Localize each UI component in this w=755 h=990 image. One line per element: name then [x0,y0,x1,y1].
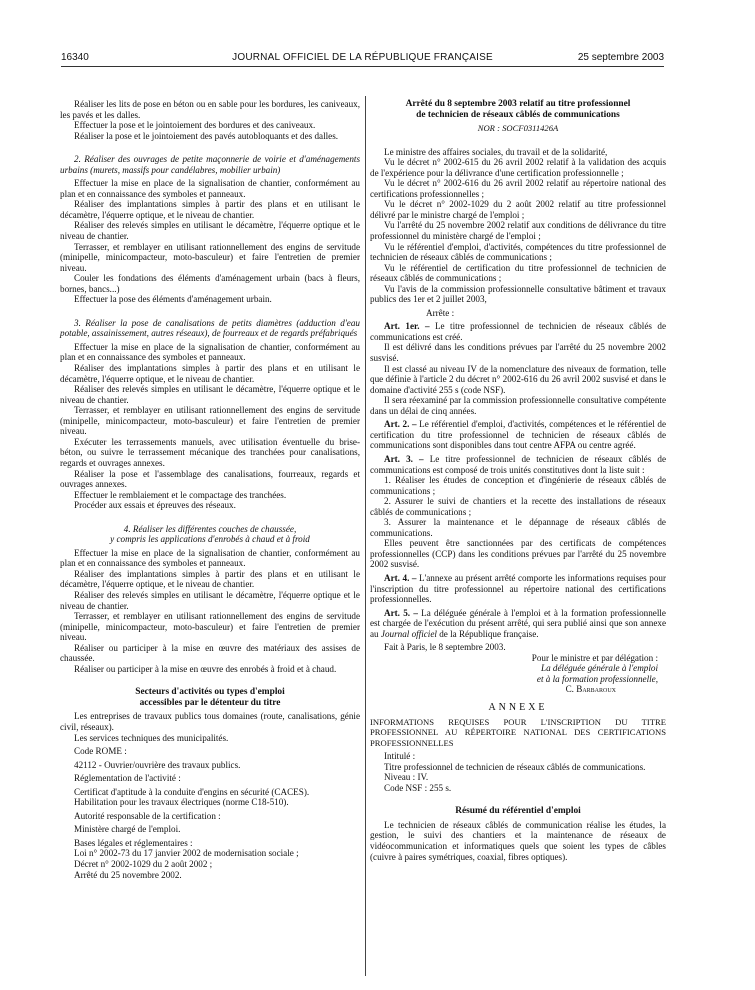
place-date: Fait à Paris, le 8 septembre 2003. [384,642,506,653]
paragraph: Vu l'arrêté du 25 novembre 2002 relatif aux conditions de délivrance du titre professionnel du ministère chargé de l'emploi ; [370,220,666,242]
paragraph: Vu le décret n° 2002-615 du 26 avril 2002 relatif à la validation des acquis de l'expérience pour la délivrance d'une certification professionnelle ; [370,157,666,178]
paragraph: Effectuer le remblaiement et le compactage des tranchées. [74,489,287,500]
paragraph: Réaliser des implantations simples à partir des plans et en utilisant le décamètre, l'équerre optique, et le niveau de chantier. [60,568,360,590]
article-2 [370,419,666,451]
article-label: Art. 1er. – [384,321,430,332]
field-value: Niveau : IV. [384,772,429,783]
paragraph: Couler les fondations des éléments d'aménagement urbain (bacs à fleurs, bornes, bancs...) [60,273,360,294]
paragraph: Effectuer la pose des éléments d'aménagement urbain. [74,294,272,305]
paragraph: Exécuter les terrassements manuels, avec utilisation éventuelle du brise-béton, ou suivre le terrassement mécanique des tranchées pour canalisations, regards et ouvrages annexes. [60,436,360,468]
journal-title: JOURNAL OFFICIEL DE LA RÉPUBLIQUE FRANÇAISE [232,52,493,63]
article-label: Art. 5. – [384,607,418,618]
section-title: Secteurs d'activités ou types d'emploi [135,687,285,698]
field-value: Loi n° 2002-73 du 17 janvier 2002 de modernisation sociale ; [74,848,299,859]
article-5 [370,608,666,640]
paragraph: Le ministre des affaires sociales, du travail et de la solidarité, [384,146,608,157]
paragraph: Il sera réexaminé par la commission professionnelle consultative compétente dans un délai de cinq années. [370,395,666,416]
paragraph: Réaliser les lits de pose en béton ou en sable pour les bordures, les caniveaux, les pavés et les dalles. [60,99,360,120]
paragraph: Vu l'avis de la commission professionnelle consultative bâtiment et travaux publics des 1er et 2 juillet 2003, [370,283,666,305]
paragraph: Effectuer la pose et le jointoiement des bordures et des caniveaux. [74,120,316,131]
paragraph: Terrasser, et remblayer en utilisant rationnellement des engins de servitude (minipelle, minicompacteur, moto-basculeur) et faire l'entretien de premier niveau. [60,241,360,273]
field-value: Certificat d'aptitude à la conduite d'engins en sécurité (CACES). [74,786,310,797]
field-value: Arrêté du 25 novembre 2002. [74,869,182,880]
paragraph: Effectuer la mise en place de la signalisation de chantier, conformément au plan et en connaissance des symboles et panneaux. [60,547,360,569]
article-label: Art. 2. – [384,419,417,430]
paragraph: Réaliser des implantations simples à partir des plans et en utilisant le décamètre, l'équerre optique, et le niveau de chantier. [60,363,360,384]
list-item: 1. Réaliser les études de conception et d'ingénierie de réseaux câblés de communications ; [370,475,666,496]
paragraph: Réaliser des relevés simples en utilisant le décamètre, l'équerre optique et le niveau de chantier. [60,589,360,611]
list-item: 2. Assurer le suivi de chantiers et la recette des installations de réseaux câblés de communications ; [370,496,666,517]
paragraph: Les services techniques des municipalités. [74,732,229,743]
paragraph: Réaliser la pose et l'assemblage des canalisations, fourreaux, regards et ouvrages annexes. [60,468,360,490]
paragraph: Vu le décret n° 2002-616 du 26 avril 2002 relatif au répertoire national des certifications professionnelles ; [370,178,666,199]
left-column [60,99,360,880]
column-divider [365,96,366,976]
paragraph: Réaliser des implantations simples à partir des plans et en utilisant le décamètre, l'équerre optique, et le niveau de chantier. [60,199,360,220]
signature-line: et à la formation professionnelle, [536,673,658,684]
paragraph: Effectuer la mise en place de la signalisation de chantier, conformément au plan et en connaissance des symboles et panneaux. [60,178,360,199]
section-title-line: accessibles par le détenteur du titre [139,697,281,708]
right-column [370,99,666,862]
article-text: Le référentiel d'emploi, d'activités, compétences et le référentiel de certification du titre professionnel de technicien de réseaux câblés de communications sont disponibles dans tout centre AFPA ou centre agréé. [370,419,666,451]
paragraph: Réaliser des relevés simples en utilisant le décamètre, l'équerre optique et le niveau de chantier. [60,384,360,405]
paragraph: Effectuer la mise en place de la signalisation de chantier, conformément au plan et en connaissance des symboles et panneaux. [60,341,360,363]
article-label: Art. 3. – [384,453,424,464]
article-label: Art. 4. – [384,572,417,583]
article-text: Le titre professionnel de technicien de réseaux câblés de communications est créé. [370,321,666,342]
annexe-heading: ANNEXE [488,701,548,713]
field-label: Autorité responsable de la certification : [74,810,221,821]
article-3 [370,454,666,475]
field-label: Bases légales et réglementaires : [74,837,193,848]
decree-title: Arrêté du 8 septembre 2003 relatif au titre professionnel [405,99,631,109]
paragraph: Réaliser des relevés simples en utilisant le décamètre, l'équerre optique et le niveau de chantier. [60,220,360,242]
paragraph: Procéder aux essais et épreuves des réseaux. [74,500,236,511]
annexe-title: INFORMATIONS REQUISES POUR L'INSCRIPTION DU TITRE PROFESSIONNEL AU RÉPERTOIRE NATIONAL DES CERTIFICATIONS PROFESSIONNELLES [370,716,666,748]
article-text: Le titre professionnel de technicien de réseaux câblés de communications est composé de trois unités constitutives dont la liste suit : [370,453,666,475]
field-value: Décret n° 2002-1029 du 2 août 2002 ; [74,859,213,869]
article-text: La déléguée générale à l'emploi et à la formation professionnelle est chargée de l'exécution du présent arrêté, qui sera publié ainsi que son annexe au [370,607,666,639]
list-item: 3. Assurer la maintenance et le dépannage de réseaux câblés de communications. [370,517,666,538]
field-value: 42112 - Ouvrier/ouvrière des travaux publics. [74,759,241,770]
paragraph: Réaliser ou participer à la mise en œuvre des enrobés à froid et à chaud. [74,663,337,674]
section-heading: 4. Réaliser les différentes couches de chaussée, [123,523,297,534]
paragraph: Il est classé au niveau IV de la nomenclature des niveaux de formation, telle que définie à l'article 2 du décret n° 2002-616 du 26 avril 2002 susvisé et dans le domaine d'activité 255 s (code NSF). [370,363,666,395]
field-label: Réglementation de l'activité : [74,773,181,784]
article-text-end: de la République française. [439,628,539,639]
field-value: Titre professionnel de technicien de réseaux câblés de communications. [384,761,646,772]
signatory-name: C. Barbaroux [565,684,616,695]
signature-line: La déléguée générale à l'emploi [541,663,658,674]
field-value: Code NSF : 255 s. [384,782,452,793]
paragraph: Réaliser ou participer à la mise en œuvre des matériaux des assises de chaussée. [60,642,360,664]
article-1 [370,321,666,342]
paragraph: Vu le référentiel d'emploi, d'activités, compétences du titre professionnel de technicien de réseaux câblés de communications ; [370,241,666,263]
article-4 [370,573,666,605]
section-heading: 2. Réaliser des ouvrages de petite maçonnerie de voirie et d'aménagements urbains (murets, massifs pour candélabres, mobilier urbain) [60,154,360,175]
paragraph: Terrasser, et remblayer en utilisant rationnellement des engins de servitude (minipelle, minicompacteur, moto-basculeur) et faire l'entretien de premier niveau. [60,611,360,643]
article-text: L'annexe au présent arrêté comporte les informations requises pour l'inscription du titre professionnel au répertoire national des certifications professionnelles. [370,572,667,605]
paragraph: Le technicien de réseaux câblés de communication réalise les études, la gestion, le suivi des chantiers et la maintenance de réseaux de vidéocommunication et informatiques quels que soient les types de câbles (cuivre à paires symétriques, coaxial, fibres optiques). [370,819,666,862]
section-heading: 3. Réaliser la pose de canalisations de petits diamètres (adduction d'eau potable, assainissement, autres réseaux), de fourreaux et de regards préfabriqués [60,317,360,339]
header-rule [61,66,664,67]
signature-line: Pour le ministre et par délégation : [531,652,658,663]
section-title: Résumé du référentiel d'emploi [455,806,581,817]
field-value: Habilitation pour les travaux électriques (norme C18-510). [74,797,289,808]
paragraph: Vu le décret n° 2002-1029 du 2 août 2002 relatif au titre professionnel délivré par le ministre chargé de l'emploi ; [370,199,666,220]
paragraph: Vu le référentiel de certification du titre professionnel de technicien de réseaux câblés de communications ; [370,262,666,284]
paragraph: Elles peuvent être sanctionnées par des certificats de compétences professionnelles (CCP) dans les conditions prévues par l'arrêté du 25 novembre 2002 susvisé. [370,538,666,570]
decree-title-line: de technicien de réseaux câblés de communications [416,109,620,120]
paragraph: Les entreprises de travaux publics tous domaines (route, canalisations, génie civil, réseaux). [60,711,360,732]
issue-date: 25 septembre 2003 [577,52,664,63]
paragraph: Terrasser, et remblayer en utilisant rationnellement des engins de servitude (minipelle, minicompacteur, moto-basculeur) et faire l'entretien de premier niveau. [60,405,360,437]
paragraph: Réaliser la pose et le jointoiement des pavés autobloquants et des dalles. [74,130,339,141]
field-label: Code ROME : [74,746,127,757]
field-value: Ministère chargé de l'emploi. [74,824,181,835]
paragraph: Il est délivré dans les conditions prévues par l'arrêté du 25 novembre 2002 susvisé. [370,342,666,364]
section-heading-line: y compris les applications d'enrobés à chaud et à froid [110,534,310,545]
nor-reference: NOR : SOCF0311426A [477,123,559,134]
journal-name: Journal officiel [380,628,437,639]
page-number: 16340 [61,52,89,63]
field-label: Intitulé : [384,751,416,762]
page-header [61,52,664,64]
arrete-heading: Arrête : [426,307,455,318]
